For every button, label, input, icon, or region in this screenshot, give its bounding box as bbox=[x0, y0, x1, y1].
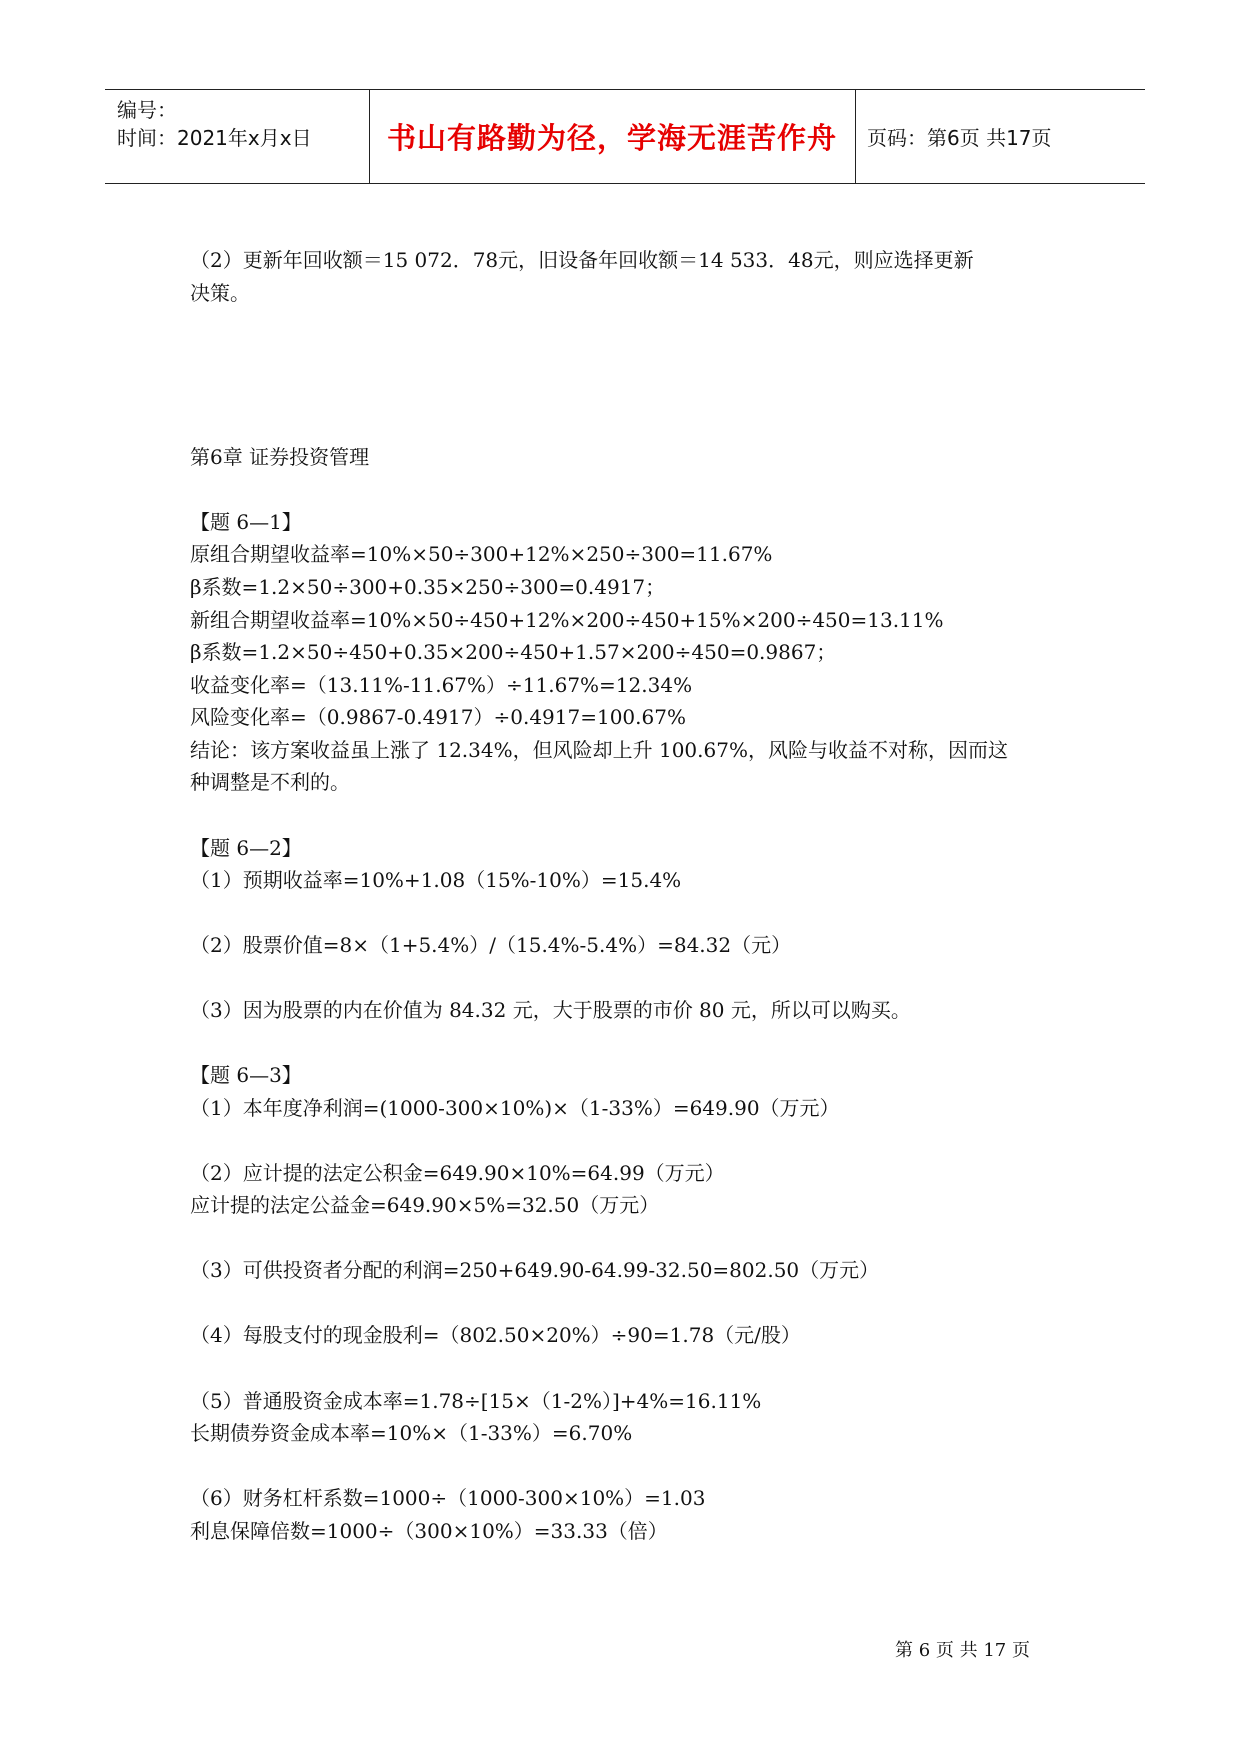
header-motto: 书山有路勤为径，学海无涯苦作舟 bbox=[386, 121, 837, 155]
paragraph-line: 风险变化率=（0.9867-0.4917）÷0.4917=100.67% bbox=[190, 705, 686, 729]
doc-time-label: 时间：2021年x月x日 bbox=[117, 126, 312, 150]
paragraph-line: （1）本年度净利润=(1000-300×10%)×（1-33%）=649.90（万元） bbox=[190, 1096, 840, 1120]
problem-heading: 【题 6—2】 bbox=[190, 836, 302, 860]
paragraph-line: 收益变化率=（13.11%-11.67%）÷11.67%=12.34% bbox=[190, 673, 693, 697]
paragraph-line: 长期债券资金成本率=10%×（1-33%）=6.70% bbox=[190, 1421, 633, 1445]
header-meta bbox=[105, 90, 370, 183]
problem-heading: 【题 6—3】 bbox=[190, 1063, 302, 1087]
paragraph-line: 利息保障倍数=1000÷（300×10%）=33.33（倍） bbox=[190, 1519, 668, 1543]
problem-heading: 【题 6—1】 bbox=[190, 510, 302, 534]
header-page-code-cell bbox=[855, 90, 1145, 183]
doc-number-label: 编号： bbox=[117, 98, 177, 122]
paragraph-line: （2）更新年回收额＝15 072．78元，旧设备年回收额＝14 533．48元，则应选择更新 bbox=[190, 248, 974, 272]
page-header bbox=[105, 89, 1145, 184]
paragraph-line: β系数=1.2×50÷450+0.35×200÷450+1.57×200÷450=0.9867； bbox=[190, 640, 837, 664]
paragraph-line: （3）因为股票的内在价值为 84.32 元，大于股票的市价 80 元，所以可以购买。 bbox=[190, 998, 911, 1022]
paragraph-line: （1）预期收益率=10%+1.08（15%-10%）=15.4% bbox=[190, 868, 682, 892]
header-motto-cell bbox=[369, 90, 856, 183]
paragraph-line: 应计提的法定公益金=649.90×5%=32.50（万元） bbox=[190, 1193, 660, 1217]
paragraph-line: （3）可供投资者分配的利润=250+649.90-64.99-32.50=802.50（万元） bbox=[190, 1258, 880, 1282]
chapter-heading: 第6章 证券投资管理 bbox=[190, 445, 370, 469]
header-page-code: 页码：第6页 共17页 bbox=[867, 126, 1052, 150]
page-footer: 第 6 页 共 17 页 bbox=[895, 1640, 1030, 1661]
paragraph-line: β系数=1.2×50÷300+0.35×250÷300=0.4917； bbox=[190, 575, 666, 599]
paragraph-line: 种调整是不利的。 bbox=[190, 770, 350, 794]
paragraph-line: （4）每股支付的现金股利=（802.50×20%）÷90=1.78（元/股） bbox=[190, 1323, 801, 1347]
paragraph-line: （5）普通股资金成本率=1.78÷[15×（1-2%）]+4%=16.11% bbox=[190, 1389, 762, 1413]
paragraph-line: （2）应计提的法定公积金=649.90×10%=64.99（万元） bbox=[190, 1161, 725, 1185]
paragraph-line: （6）财务杠杆系数=1000÷（1000-300×10%）=1.03 bbox=[190, 1486, 706, 1510]
paragraph-line: 原组合期望收益率=10%×50÷300+12%×250÷300=11.67% bbox=[190, 542, 773, 566]
paragraph-line: 结论：该方案收益虽上涨了 12.34%，但风险却上升 100.67%，风险与收益不对称，因而这 bbox=[190, 738, 1008, 762]
paragraph-line: 新组合期望收益率=10%×50÷450+12%×200÷450+15%×200÷450=13.11% bbox=[190, 608, 944, 632]
paragraph-line: （2）股票价值=8×（1+5.4%）/（15.4%-5.4%）=84.32（元） bbox=[190, 933, 792, 957]
paragraph-line: 决策。 bbox=[190, 281, 250, 305]
